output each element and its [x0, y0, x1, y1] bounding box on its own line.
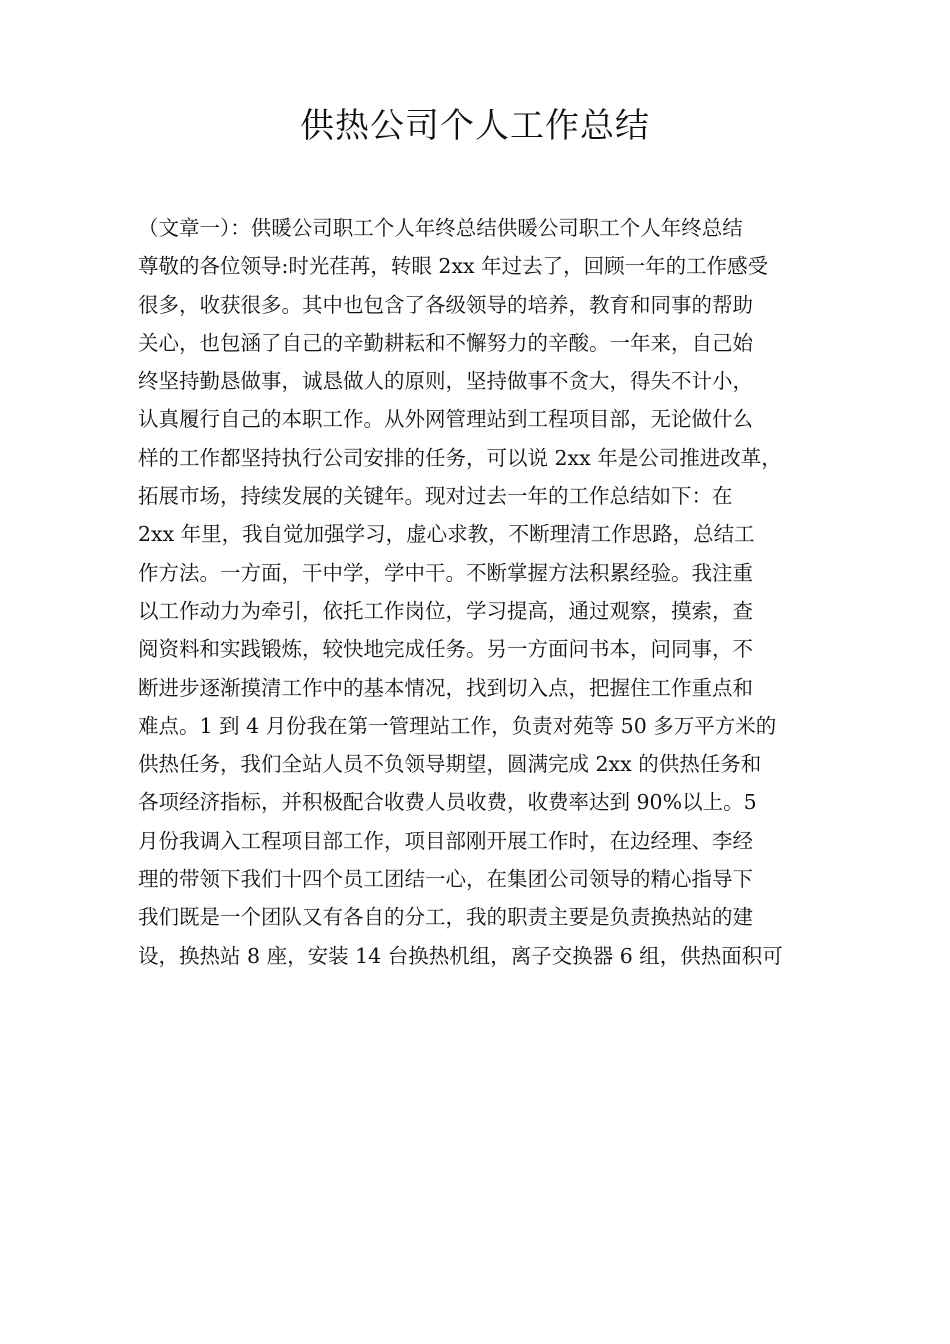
- body-line: 断进步逐渐摸清工作中的基本情况，找到切入点，把握住工作重点和: [138, 675, 753, 700]
- body-line: 终坚持勤恳做事，诚恳做人的原则，坚持做事不贪大，得失不计小，: [138, 369, 753, 394]
- body-line: 尊敬的各位领导:时光荏苒，转眼 2xx 年过去了，回顾一年的工作感受: [138, 254, 769, 279]
- body-line: 认真履行自己的本职工作。从外网管理站到工程项目部，无论做什么: [138, 407, 753, 432]
- body-line: 拓展市场，持续发展的关键年。现对过去一年的工作总结如下：在: [138, 484, 733, 509]
- document-title: 供热公司个人工作总结: [300, 106, 650, 146]
- body-line: 设，换热站 8 座，安装 14 台换热机组，离子交换器 6 组，供热面积可: [138, 943, 783, 968]
- body-line: 月份我调入工程项目部工作，项目部刚开展工作时，在边经理、李经: [138, 828, 753, 853]
- body-line: （文章一）：供暖公司职工个人年终总结供暖公司职工个人年终总结: [138, 216, 743, 240]
- body-line: 作方法。一方面，干中学，学中干。不断掌握方法积累经验。我注重: [138, 560, 753, 585]
- body-line: 我们既是一个团队又有各自的分工，我的职责主要是负责换热站的建: [138, 905, 753, 930]
- body-line: 各项经济指标，并积极配合收费人员收费，收费率达到 90%以上。5: [138, 790, 757, 815]
- body-line: 难点。1 到 4 月份我在第一管理站工作，负责对苑等 50 多万平方米的: [138, 713, 777, 738]
- body-line: 样的工作都坚持执行公司安排的任务，可以说 2xx 年是公司推进改革，: [138, 445, 782, 470]
- body-line: 2xx 年里，我自觉加强学习，虚心求教，不断理清工作思路，总结工: [138, 522, 755, 547]
- document-body: [138, 209, 838, 975]
- body-line: 以工作动力为牵引，依托工作岗位，学习提高，通过观察，摸索，查: [138, 598, 753, 623]
- body-line: 很多，收获很多。其中也包含了各级领导的培养，教育和同事的帮助: [138, 292, 753, 317]
- body-line: 关心，也包涵了自己的辛勤耕耘和不懈努力的辛酸。一年来，自己始: [138, 330, 753, 355]
- body-line: 供热任务，我们全站人员不负领导期望，圆满完成 2xx 的供热任务和: [138, 752, 762, 777]
- body-line: 理的带领下我们十四个员工团结一心，在集团公司领导的精心指导下: [138, 867, 753, 892]
- body-line: 阅资料和实践锻炼，较快地完成任务。另一方面问书本，问同事，不: [138, 637, 753, 662]
